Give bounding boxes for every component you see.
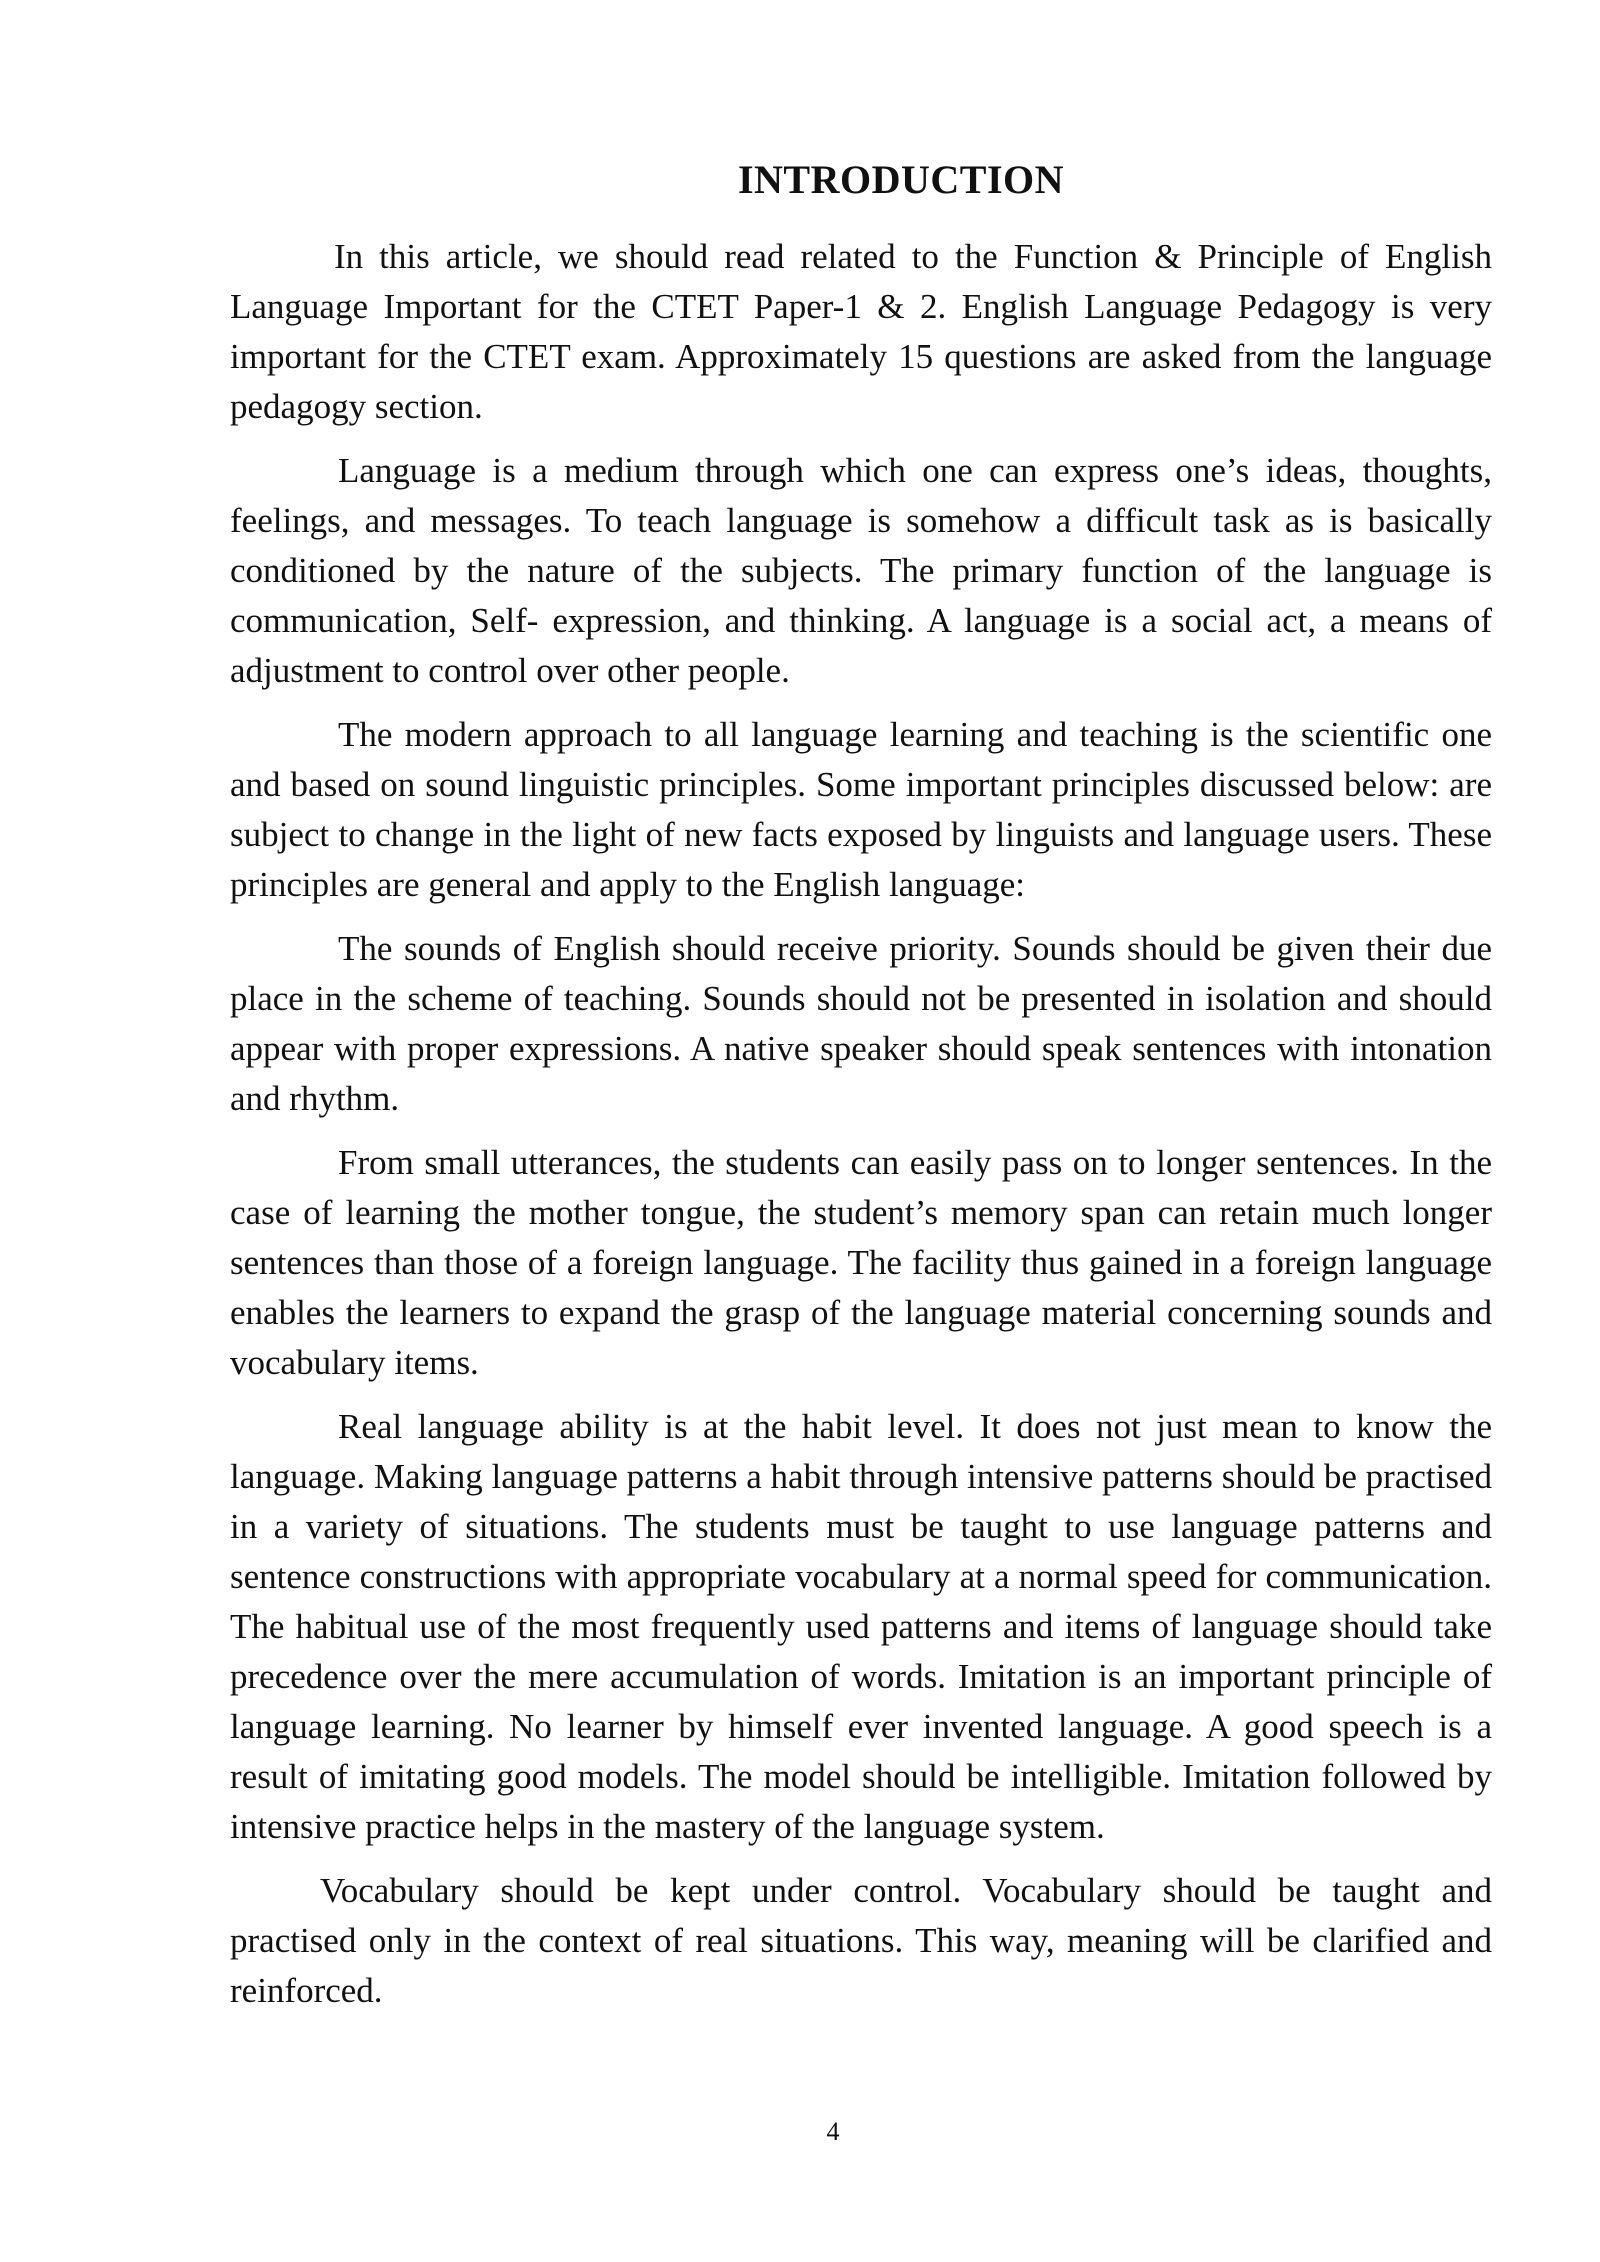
page-content xyxy=(230,148,1492,2030)
paragraph-sounds: The sounds of English should receive priority. Sounds should be given their due place in the scheme of teaching. Sounds should not be presented in isolation and should appear with proper expressions. A native speaker should speak sentences with intonation and rhythm. xyxy=(230,929,1492,1118)
paragraph-habit-level: Real language ability is at the habit level. It does not just mean to know the language. Making language patterns a habit through intensive patterns should be practised in a variety of situations. The students must be taught to use language patterns and sentence constructions with appropriate vocabulary at a normal speed for communication. The habitual use of the most frequently used patterns and items of language should take precedence over the mere accumulation of words. Imitation is an important principle of language learning. No learner by himself ever invented language. A good speech is a result of imitating good models. The model should be intelligible. Imitation followed by intensive practice helps in the mastery of the language system. xyxy=(230,1407,1492,1846)
paragraph-utterances: From small utterances, the students can easily pass on to longer sentences. In the case of learning the mother tongue, the student’s memory span can retain much longer sentences than those of a foreign language. The facility thus gained in a foreign language enables the learners to expand the grasp of the language material concerning sounds and vocabulary items. xyxy=(230,1143,1492,1382)
paragraph-language-medium: Language is a medium through which one can express one’s ideas, thoughts, feelings, and messages. To teach language is somehow a difficult task as is basically conditioned by the nature of the subjects. The primary function of the language is communication, Self- expression, and thinking. A language is a social act, a means of adjustment to control over other people. xyxy=(230,451,1492,690)
paragraph-intro: In this article, we should read related to the Function & Principle of English Language Important for the CTET Paper-1 & 2. English Language Pedagogy is very important for the CTET exam. Approximately 15 questions are asked from the language pedagogy section. xyxy=(230,237,1492,426)
page-number: 4 xyxy=(826,2117,840,2146)
page-title: INTRODUCTION xyxy=(737,157,1065,202)
paragraph-modern-approach: The modern approach to all language learning and teaching is the scientific one and based on sound linguistic principles. Some important principles discussed below: are subject to change in the light of new facts exposed by linguists and language users. These principles are general and apply to the English language: xyxy=(230,715,1492,904)
paragraph-vocabulary: Vocabulary should be kept under control. Vocabulary should be taught and practised only in the context of real situations. This way, meaning will be clarified and reinforced. xyxy=(230,1871,1492,2010)
